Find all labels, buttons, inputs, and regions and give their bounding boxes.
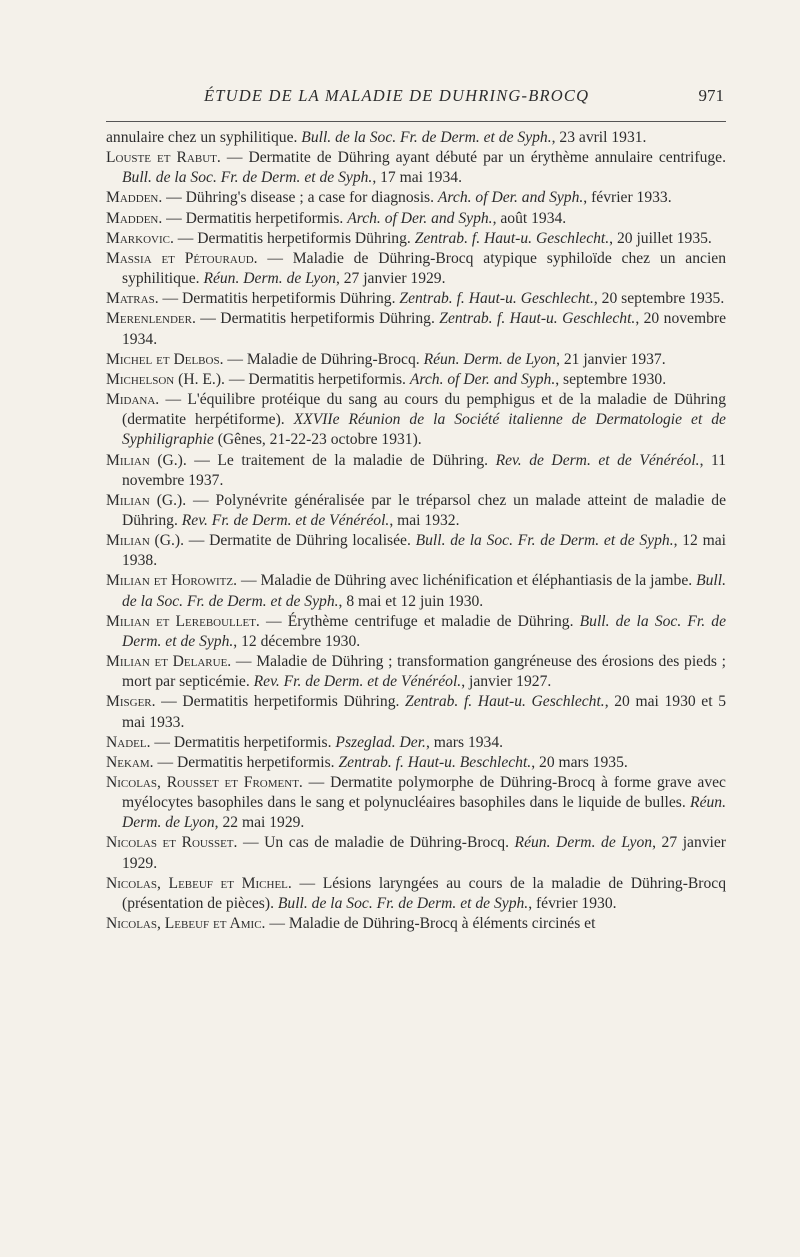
entry-text: — Lésions laryngées au cours de la maladie de Dühring-Brocq (présentation de pièces). (122, 874, 726, 912)
entry-authors: Nicolas, Rousset et Froment. (106, 774, 303, 791)
entry-authors: Nadel. (106, 733, 151, 751)
entry-authors: Milian (G.). (106, 491, 187, 509)
bibliography-entry (106, 229, 726, 249)
entry-details: , 17 mai 1934. (372, 169, 462, 187)
entry-journal: Arch. of Der. and Syph. (347, 209, 493, 227)
entry-details: , 20 mai 1930 et 5 mai 1933. (122, 693, 726, 731)
entry-details: , mai 1932. (389, 511, 460, 529)
entry-text: — Dermatitis herpetiformis Dühring. (155, 693, 406, 711)
entry-journal: Bull. de la Soc. Fr. de Derm. et de Syph. (415, 532, 674, 550)
entry-details: , août 1934. (492, 209, 567, 227)
entry-text: — Dermatitis herpetiformis. (153, 753, 339, 771)
bibliography-list (106, 128, 726, 934)
entry-details: , février 1933. (583, 189, 672, 207)
entry-authors: Misger. (106, 693, 156, 711)
entry-text: — Maladie de Dühring avec lichénification et éléphantiasis de la jambe. (237, 572, 697, 590)
entry-details: (Gênes, 21-22-23 octobre 1931). (213, 431, 422, 449)
entry-text: — Dermatite de Dühring localisée. (184, 532, 416, 550)
entry-journal: Réun. Derm. de Lyon (514, 834, 653, 852)
entry-details: , mars 1934. (425, 733, 504, 751)
bibliography-entry (106, 914, 726, 934)
header-rule (106, 121, 726, 122)
bibliography-entry (106, 733, 726, 753)
entry-text: — Maladie de Dühring-Brocq à éléments circinés et (265, 915, 596, 933)
bibliography-entry (106, 571, 726, 611)
entry-details: , septembre 1930. (555, 370, 667, 388)
entry-text: — Polynévrite généralisée par le tréparsol chez un malade atteint de maladie de Dühring. (122, 491, 726, 529)
entry-authors: Milian et Lereboullet. (106, 612, 260, 630)
bibliography-entry (106, 148, 726, 188)
entry-authors: Madden. (106, 189, 163, 207)
entry-text: — Dermatite de Dühring ayant débuté par un érythème annulaire centrifuge. (220, 149, 726, 167)
bibliography-entry (106, 652, 726, 692)
bibliography-entry (106, 390, 726, 450)
entry-authors: Merenlender. (106, 310, 196, 328)
entry-journal: Bull. de la Soc. Fr. de Derm. et de Syph. (301, 129, 552, 146)
entry-authors: Michel et Delbos. (106, 350, 224, 368)
entry-text: — Dermatitis herpetiformis Dühring. (158, 290, 400, 308)
entry-authors: Milian et Horowitz. (106, 572, 237, 590)
entry-details: , 27 janvier 1929. (335, 270, 446, 288)
entry-details: , 20 mars 1935. (531, 753, 628, 771)
entry-text: — Un cas de maladie de Dühring-Brocq. (237, 834, 515, 852)
entry-journal: Zentrab. f. Haut-u. Geschlecht. (399, 290, 594, 308)
entry-details: , 27 janvier 1929. (122, 834, 726, 872)
entry-journal: Rev. Fr. de Derm. et de Vénéréol. (181, 511, 390, 529)
entry-text: — Maladie de Dühring ; transformation gangréneuse des érosions des pieds ; mort par septicémie. (122, 653, 726, 691)
page-number: 971 (698, 86, 724, 105)
entry-journal: Zentrab. f. Haut-u. Geschlecht. (405, 693, 605, 711)
bibliography-entry (106, 209, 726, 229)
entry-details: , 20 juillet 1935. (609, 229, 712, 247)
entry-text: — Dermatite polymorphe de Dühring-Brocq à forme grave avec myélocytes basophiles dans le sang et polynucléaires basophiles dans le liquide de bulles. (122, 774, 726, 812)
bibliography-entry (106, 451, 726, 491)
entry-journal: Réun. Derm. de Lyon (203, 270, 336, 288)
bibliography-entry (106, 531, 726, 571)
entry-text: — Le traitement de la maladie de Dühring. (186, 451, 496, 469)
running-title: ÉTUDE DE LA MALADIE DE DUHRING-BROCQ (204, 86, 590, 105)
bibliography-entry (106, 350, 726, 370)
bibliography-entry (106, 309, 726, 349)
page-header (106, 86, 726, 112)
bibliography-entry (106, 612, 726, 652)
entry-authors: Matras. (106, 290, 159, 308)
entry-authors: Nicolas, Lebeuf et Michel. (106, 874, 292, 892)
entry-text: — Dermatitis herpetiformis Dühring. (173, 229, 415, 247)
entry-authors: Milian (G.). (106, 451, 187, 469)
entry-details: , 11 novembre 1937. (122, 451, 726, 489)
entry-journal: Pszeglad. Der. (335, 733, 426, 751)
entry-details: , 22 mai 1929. (214, 814, 305, 832)
entry-details: , 20 novembre 1934. (122, 310, 726, 348)
entry-details: , février 1930. (528, 894, 617, 912)
entry-authors: Louste et Rabut. (106, 149, 221, 167)
entry-authors: Milian et Delarue. (106, 653, 232, 671)
entry-journal: Bull. de la Soc. Fr. de Derm. et de Syph. (122, 572, 726, 610)
entry-journal: Bull. de la Soc. Fr. de Derm. et de Syph. (122, 169, 373, 187)
entry-text: — Maladie de Dühring-Brocq atypique syphiloïde chez un ancien syphilitique. (122, 249, 726, 288)
entry-details: , 20 septembre 1935. (593, 290, 725, 308)
entry-text: — Dermatitis herpetiformis. (224, 370, 410, 388)
entry-journal: Arch. of Der. and Syph. (409, 370, 556, 388)
bibliography-entry (106, 188, 726, 208)
entry-journal: XXVIIe Réunion de la Société italienne de Dermatologie et de Syphiligraphie (122, 411, 726, 449)
entry-journal: Arch. of Der. and Syph. (437, 189, 584, 207)
entry-details: , 12 décembre 1930. (233, 632, 361, 650)
entry-journal: Zentrab. f. Haut-u. Beschlecht. (338, 753, 532, 771)
entry-journal: Bull. de la Soc. Fr. de Derm. et de Syph. (277, 894, 529, 912)
bibliography-entry (106, 289, 726, 309)
entry-journal: Rev. de Derm. et de Vénéréol. (495, 451, 700, 469)
entry-details: , janvier 1927. (461, 673, 552, 691)
bibliography-entry (106, 833, 726, 873)
entry-authors: Markovic. (106, 229, 174, 247)
entry-authors: Massia et Pétouraud. (106, 249, 258, 267)
entry-journal: Réun. Derm. de Lyon (423, 350, 557, 368)
bibliography-entry (106, 692, 726, 732)
bibliography-entry (106, 128, 726, 148)
entry-text: — Dermatitis herpetiformis. (150, 733, 336, 751)
bibliography-entry (106, 370, 726, 390)
bibliography-entry (106, 773, 726, 833)
entry-journal: Réun. Derm. de Lyon (122, 794, 726, 832)
bibliography-entry (106, 249, 726, 289)
entry-journal: Bull. de la Soc. Fr. de Derm. et de Syph. (122, 612, 727, 650)
entry-details: , 8 mai et 12 juin 1930. (338, 592, 484, 610)
entry-details: , 23 avril 1931. (551, 129, 647, 146)
entry-text: — Dühring's disease ; a case for diagnosis. (162, 189, 438, 207)
entry-authors: Madden. (106, 209, 163, 227)
entry-authors: Midana. (106, 391, 160, 409)
entry-authors: Milian (G.). (106, 532, 184, 550)
entry-details: , 21 janvier 1937. (556, 350, 666, 368)
entry-journal: Zentrab. f. Haut-u. Geschlecht. (414, 229, 610, 247)
entry-authors: Nekam. (106, 753, 154, 771)
entry-journal: Rev. Fr. de Derm. et de Vénéréol. (253, 673, 462, 691)
entry-text: — Dermatitis herpetiformis. (162, 209, 348, 227)
entry-text: annulaire chez un syphilitique. (106, 129, 302, 146)
entry-text: — L'équilibre protéique du sang au cours du pemphigus et de la maladie de Dühring (dermatite herpétiforme). (122, 391, 726, 429)
entry-text: — Maladie de Dühring-Brocq. (223, 350, 424, 368)
entry-authors: Nicolas et Rousset. (106, 834, 238, 852)
entry-details: , 12 mai 1938. (122, 532, 726, 570)
bibliography-entry (106, 874, 726, 914)
entry-authors: Michelson (H. E.). (106, 370, 225, 388)
entry-journal: Zentrab. f. Haut-u. Geschlecht. (439, 310, 636, 328)
bibliography-entry (106, 491, 726, 531)
entry-authors: Nicolas, Lebeuf et Amic. (106, 915, 266, 933)
entry-text: — Érythème centrifuge et maladie de Dühring. (259, 612, 580, 630)
entry-text: — Dermatitis herpetiformis Dühring. (195, 310, 440, 328)
bibliography-entry (106, 753, 726, 773)
